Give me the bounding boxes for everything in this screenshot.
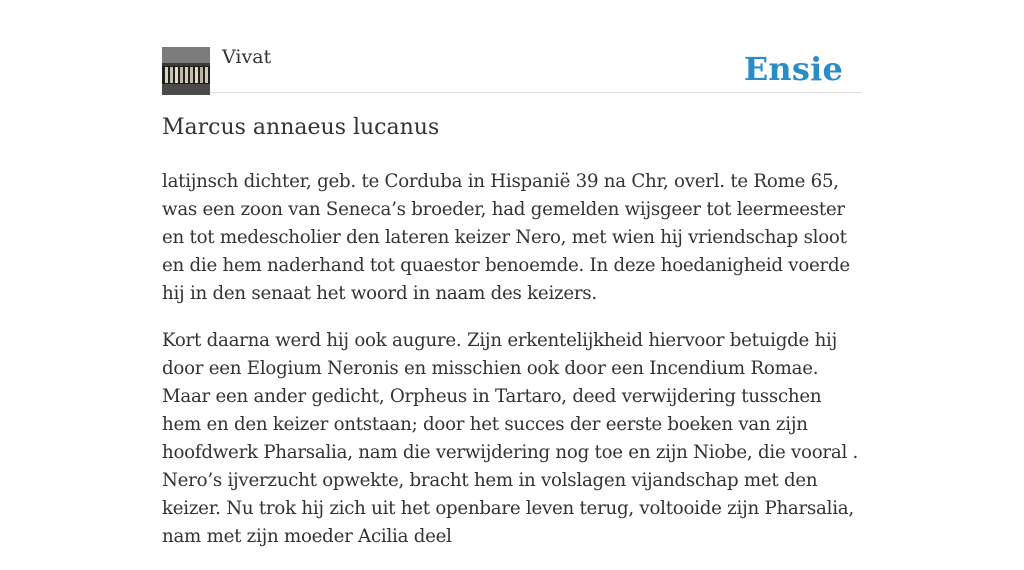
header [162,0,862,93]
bookshelf-photo-icon [162,47,210,95]
article-paragraph: Kort daarna werd hij ook augure. Zijn erkentelijkheid hiervoor betuigde hij door een Elogium Neronis en misschien ook door een Incendium Romae. Maar een ander gedicht, Orpheus in Tartaro, deed verwijdering tusschen hem en den keizer ontstaan; door het succes der eerste boeken van zijn hoofdwerk Pharsalia, nam die verwijdering nog toe en zijn Niobe, die vooral . Nero’s ijverzucht opwekte, bracht hem in volslagen vijandschap met den keizer. Nu trok hij zich uit het openbare leven terug, voltooide zijn Pharsalia, nam met zijn moeder Acilia deel [162,330,859,547]
page-title: Marcus annaeus lucanus [162,115,440,140]
article-paragraph: latijnsch dichter, geb. te Corduba in Hispanië 39 na Chr, overl. te Rome 65, was een zoon van Seneca’s broeder, had gemelden wijsgeer tot leermeester en tot medescholier den lateren keizer Nero, met wien hij vriendschap sloot en die hem naderhand tot quaestor benoemde. In deze hoedanigheid voerde hij in den senaat het woord in naam des keizers. [162,171,850,304]
page [162,0,862,547]
author-name[interactable]: Vivat [222,46,272,68]
article-body [162,168,862,570]
brand-logo[interactable]: Ensie [743,50,843,88]
avatar[interactable] [162,47,210,95]
